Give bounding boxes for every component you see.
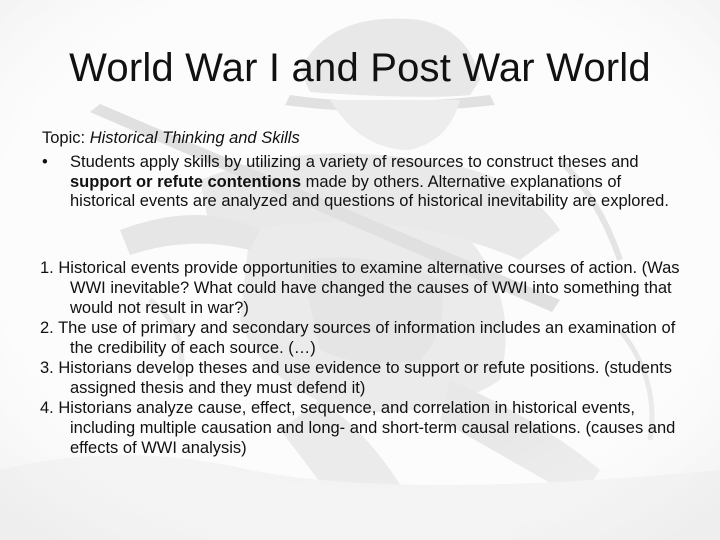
list-item <box>40 398 690 458</box>
topic-title: Historical Thinking and Skills <box>89 129 300 147</box>
list-item-text: Historians develop theses and use evidence to support or refute positions. (students assigned thesis and they must defend it) <box>58 359 672 397</box>
list-item <box>40 258 690 318</box>
list-item-number: 1. <box>40 259 54 277</box>
topic-bullet <box>42 153 682 212</box>
bullet-text <box>70 153 682 212</box>
list-item-text: Historians analyze cause, effect, sequence, and correlation in historical events, including multiple causation and long- and short-term causal relations. (causes and effects of WWI analysis) <box>58 399 676 457</box>
list-item <box>40 358 690 398</box>
list-item-text: The use of primary and secondary sources of information includes an examination of the credibility of each source. (…) <box>58 319 676 357</box>
bullet-text-before: Students apply skills by utilizing a variety of resources to construct theses and <box>70 153 639 171</box>
bullet-text-after: made by others. Alternative explanations of historical events are analyzed and questions of historical inevitability are explored. <box>70 172 669 210</box>
slide-title: World War I and Post War World <box>69 46 651 90</box>
topic-line <box>42 128 682 148</box>
list-item-number: 4. <box>40 399 54 417</box>
bullet-marker: • <box>42 153 48 171</box>
bullet-text-bold: support or refute contentions <box>70 172 301 191</box>
list-item-text: Historical events provide opportunities to examine alternative courses of action. (Was WWI inevitable? What could have changed the causes of WWI into something that would not result in war?) <box>58 259 680 317</box>
numbered-list <box>40 258 690 458</box>
list-item-number: 3. <box>40 359 54 377</box>
list-item <box>40 318 690 358</box>
list-item-number: 2. <box>40 319 54 337</box>
topic-label: Topic: <box>42 129 86 147</box>
